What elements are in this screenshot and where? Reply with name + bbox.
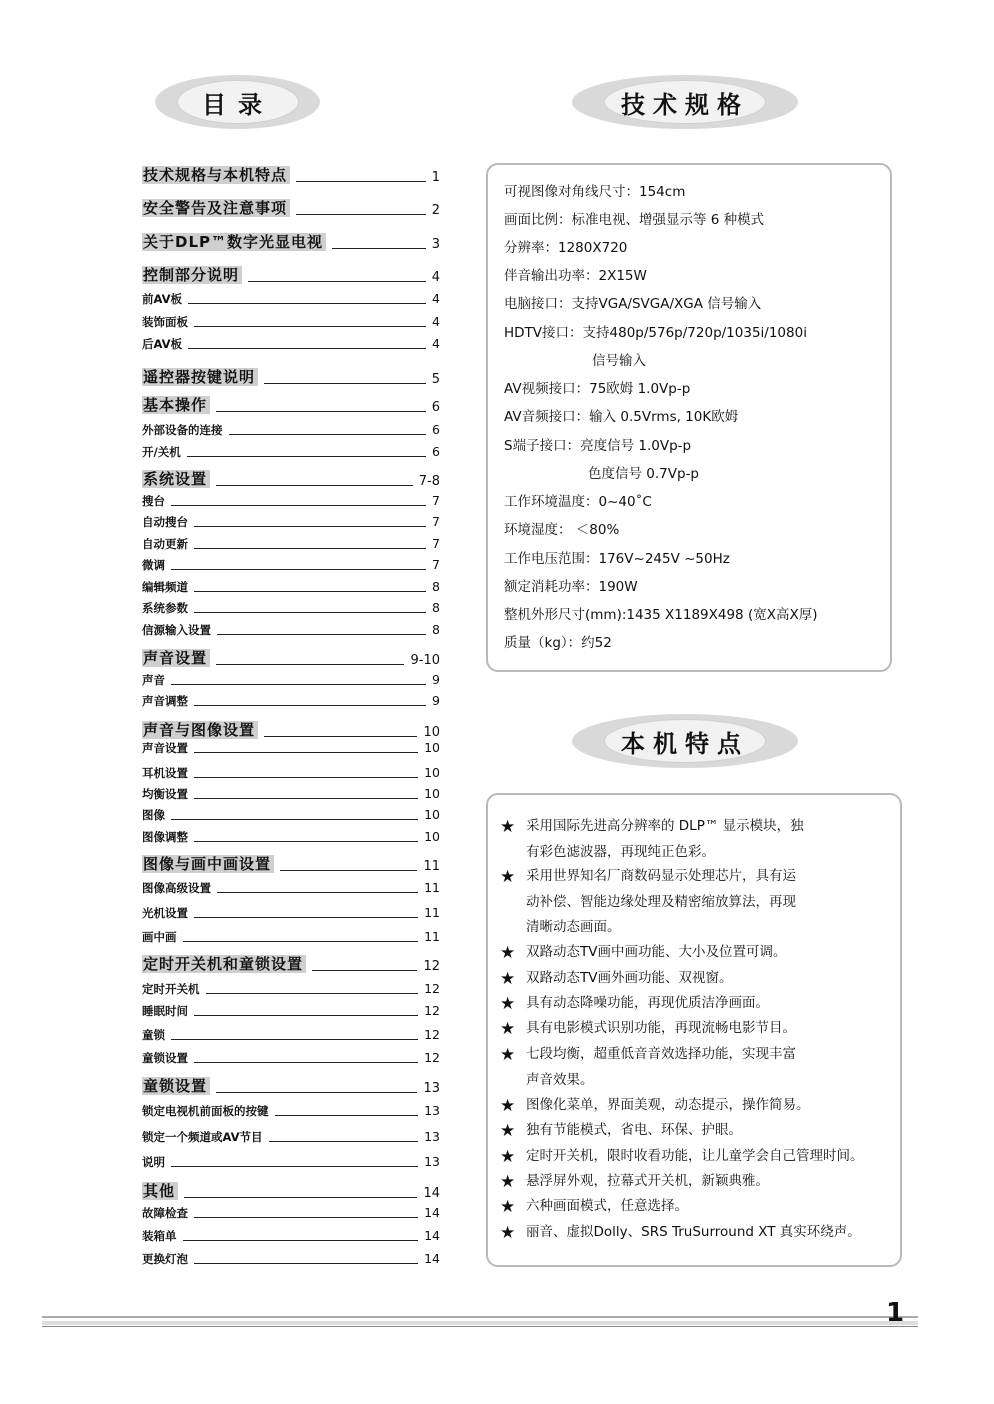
- toc-entry-title: 编辑频道: [142, 580, 188, 594]
- toc-entry-title: 其他: [142, 1182, 178, 1200]
- toc-entry: [142, 1052, 440, 1065]
- toc-leader-line: [194, 326, 426, 327]
- star-bullet-icon: ★: [500, 1096, 516, 1116]
- toc-leader-line: [264, 736, 417, 737]
- toc-entry-page: 10: [424, 740, 440, 755]
- toc-entry-page: 7: [432, 514, 440, 529]
- toc-entry: [142, 931, 440, 944]
- toc-header-badge: [155, 75, 320, 129]
- toc-entry-page: 12: [424, 1003, 440, 1018]
- toc-entry-title: 装箱单: [142, 1229, 177, 1243]
- toc-entry-page: 6: [432, 422, 440, 437]
- toc-leader-line: [194, 841, 418, 842]
- toc-entry-title: 自动更新: [142, 537, 188, 551]
- toc-entry: [142, 266, 440, 284]
- toc-entry-page: 13: [423, 1081, 440, 1096]
- toc-entry-title: 图像与画中画设置: [142, 855, 274, 873]
- toc-leader-line: [171, 684, 426, 685]
- feature-text: 采用国际先进高分辨率的 DLP™ 显示模块，独: [526, 818, 804, 834]
- features-box: [486, 793, 902, 1267]
- toc-entry-page: 3: [431, 237, 440, 252]
- toc-entry: [142, 831, 440, 844]
- toc-leader-line: [184, 1197, 417, 1198]
- toc-entry-page: 4: [432, 291, 440, 306]
- star-bullet-icon: ★: [500, 1147, 516, 1167]
- spec-line: 质量（kg）：约52: [504, 635, 612, 651]
- toc-entry-title: 图像高级设置: [142, 881, 211, 895]
- toc-entry: [142, 166, 440, 184]
- toc-entry-title: 均衡设置: [142, 787, 188, 801]
- toc-leader-line: [216, 664, 404, 665]
- toc-entry: [142, 1005, 440, 1018]
- feature-item: [500, 817, 804, 837]
- toc-leader-line: [194, 526, 426, 527]
- toc-entry-title: 锁定一个频道或AV节目: [142, 1130, 263, 1144]
- toc-entry-title: 童锁设置: [142, 1077, 210, 1095]
- feature-text: 双路动态TV画中画功能、大小及位置可调。: [526, 944, 787, 960]
- toc-entry: [142, 649, 440, 667]
- star-bullet-icon: ★: [500, 1019, 516, 1039]
- toc-leader-line: [248, 281, 426, 282]
- toc-leader-line: [194, 1217, 418, 1218]
- toc-entry-title: 系统设置: [142, 470, 210, 488]
- toc-leader-line: [275, 1115, 419, 1116]
- toc-entry: [142, 788, 440, 801]
- toc-entry: [142, 424, 440, 437]
- toc-entry-title: 定时开关机和童锁设置: [142, 955, 306, 973]
- toc-leader-line: [188, 348, 426, 349]
- toc-leader-line: [194, 1015, 418, 1016]
- toc-entry-page: 6: [432, 444, 440, 459]
- toc-entry-title: 后AV板: [142, 337, 183, 351]
- toc-entry-page: 13: [424, 1129, 440, 1144]
- toc-leader-line: [280, 870, 417, 871]
- toc-entry-page: 2: [431, 203, 440, 218]
- toc-leader-line: [332, 248, 426, 249]
- toc-entry: [142, 516, 440, 529]
- toc-entry: [142, 1253, 440, 1266]
- toc-entry-page: 14: [424, 1251, 440, 1266]
- star-bullet-icon: ★: [500, 1172, 516, 1192]
- star-bullet-icon: ★: [500, 1045, 516, 1065]
- feature-text: 独有节能模式，省电、环保、护眼。: [526, 1122, 742, 1138]
- toc-entry: [142, 446, 440, 459]
- feature-text: 具有电影模式识别功能，再现流畅电影节目。: [526, 1020, 796, 1036]
- toc-entry-title: 睡眠时间: [142, 1004, 188, 1018]
- star-bullet-icon: ★: [500, 867, 516, 887]
- spec-line: 环境湿度： ＜80%: [504, 522, 620, 538]
- toc-entry: [142, 538, 440, 551]
- feature-text-continued: 清晰动态画面。: [526, 919, 621, 935]
- toc-leader-line: [171, 1039, 418, 1040]
- feature-text: 悬浮屏外观，拉幕式开关机，新颖典雅。: [526, 1173, 769, 1189]
- feature-item: [500, 1121, 742, 1141]
- toc-entry: [142, 338, 440, 351]
- star-bullet-icon: ★: [500, 969, 516, 989]
- toc-entry-title: 系统参数: [142, 601, 188, 615]
- toc-entry-title: 定时开关机: [142, 982, 200, 996]
- toc-entry-page: 10: [424, 786, 440, 801]
- toc-entry-page: 10: [424, 765, 440, 780]
- toc-entry-page: 12: [423, 959, 440, 974]
- toc-entry: [142, 1029, 440, 1042]
- toc-entry-page: 8: [432, 622, 440, 637]
- feature-item: [500, 943, 787, 963]
- spec-line: AV音频接口：输入 0.5Vrms, 10K欧姆: [504, 409, 739, 425]
- star-bullet-icon: ★: [500, 1197, 516, 1217]
- toc-entry-title: 自动搜台: [142, 515, 188, 529]
- toc-entry-page: 10: [424, 807, 440, 822]
- toc-entry: [142, 233, 440, 251]
- toc-leader-line: [171, 569, 426, 570]
- toc-entry-title: 装饰面板: [142, 315, 188, 329]
- toc-entry-title: 声音设置: [142, 649, 210, 667]
- star-bullet-icon: ★: [500, 817, 516, 837]
- toc-entry: [142, 767, 440, 780]
- star-bullet-icon: ★: [500, 1121, 516, 1141]
- toc-entry-title: 前AV板: [142, 292, 183, 306]
- toc-entry-page: 12: [424, 1050, 440, 1065]
- toc-entry: [142, 199, 440, 217]
- toc-entry-title: 童锁: [142, 1028, 165, 1042]
- toc-entry: [142, 809, 440, 822]
- toc-entry-page: 4: [432, 314, 440, 329]
- toc-entry-title: 画中画: [142, 930, 177, 944]
- features-header-title: 本机特点: [621, 729, 749, 758]
- spec-line: 电脑接口：支持VGA/SVGA/XGA 信号输入: [504, 296, 762, 312]
- spec-line: 额定消耗功率：190W: [504, 579, 638, 595]
- toc-entry-page: 11: [424, 905, 440, 920]
- toc-entry-title: 开/关机: [142, 445, 181, 459]
- toc-leader-line: [269, 1141, 419, 1142]
- toc-entry-page: 7: [432, 557, 440, 572]
- toc-leader-line: [171, 1166, 418, 1167]
- toc-entry: [142, 368, 440, 386]
- spec-line: 工作环境温度：0~40˚C: [504, 494, 652, 510]
- spec-line: HDTV接口：支持480p/576p/720p/1035i/1080i: [504, 325, 807, 341]
- toc-leader-line: [217, 892, 418, 893]
- spec-line: 工作电压范围：176V~245V ~50Hz: [504, 551, 730, 567]
- toc-entry: [142, 882, 440, 895]
- feature-text-continued: 动补偿、智能边缘处理及精密缩放算法，再现: [526, 893, 796, 910]
- toc-leader-line: [188, 303, 426, 304]
- toc-entry: [142, 742, 440, 755]
- toc-entry-page: 1: [431, 170, 440, 185]
- specs-box: [486, 163, 892, 672]
- spec-line: 分辨率：1280X720: [504, 240, 628, 256]
- toc-entry-page: 8: [432, 579, 440, 594]
- toc-leader-line: [171, 505, 426, 506]
- toc-leader-line: [216, 411, 426, 412]
- toc-entry-title: 微调: [142, 558, 165, 572]
- feature-text: 双路动态TV画外画功能、双视窗。: [526, 970, 733, 986]
- spec-line: 可视图像对角线尺寸：154cm: [504, 184, 686, 200]
- toc-entry: [142, 495, 440, 508]
- specs-header-title: 技术规格: [621, 90, 749, 119]
- feature-text: 七段均衡，超重低音音效选择功能，实现丰富: [526, 1046, 796, 1062]
- feature-text: 丽音、虚拟Dolly、SRS TruSurround XT 真实环绕声。: [526, 1224, 861, 1240]
- toc-entry-title: 搜台: [142, 494, 165, 508]
- toc-entry-page: 9: [432, 672, 440, 687]
- toc-entry-title: 安全警告及注意事项: [142, 199, 290, 217]
- toc-leader-line: [216, 1092, 417, 1093]
- toc-entry: [142, 1105, 440, 1118]
- feature-text: 采用世界知名厂商数码显示处理芯片，具有运: [526, 868, 796, 884]
- toc-entry-page: 12: [424, 1027, 440, 1042]
- feature-text: 定时开关机，限时收看功能，让儿童学会自己管理时间。: [526, 1148, 864, 1164]
- toc-entry-title: 说明: [142, 1155, 165, 1169]
- toc-entry-title: 声音与图像设置: [142, 721, 258, 739]
- toc-entry-page: 7: [432, 493, 440, 508]
- toc-entry-page: 7: [432, 536, 440, 551]
- toc-entry-title: 光机设置: [142, 906, 188, 920]
- feature-item: [500, 994, 769, 1014]
- toc-leader-line: [187, 456, 426, 457]
- toc-leader-line: [183, 1240, 419, 1241]
- toc-entry-title: 信源输入设置: [142, 623, 211, 637]
- toc-entry-title: 控制部分说明: [142, 266, 242, 284]
- toc-leader-line: [171, 819, 418, 820]
- toc-entry: [142, 1230, 440, 1243]
- toc-entry-page: 4: [432, 336, 440, 351]
- toc-leader-line: [183, 941, 419, 942]
- toc-entry-title: 关于DLP™数字光显电视: [142, 233, 326, 251]
- toc-entry: [142, 470, 440, 488]
- toc-entry-title: 外部设备的连接: [142, 423, 223, 437]
- feature-item: [500, 969, 733, 989]
- toc-entry-page: 9-10: [410, 653, 440, 668]
- toc-entry-title: 技术规格与本机特点: [142, 166, 290, 184]
- toc-entry-page: 9: [432, 693, 440, 708]
- toc-entry-page: 12: [424, 981, 440, 996]
- star-bullet-icon: ★: [500, 1223, 516, 1243]
- toc-entry-title: 锁定电视机前面板的按键: [142, 1104, 269, 1118]
- toc-entry-page: 13: [424, 1103, 440, 1118]
- spec-line: 信号输入: [592, 353, 646, 369]
- toc-entry-page: 4: [431, 270, 440, 285]
- feature-text: 图像化菜单，界面美观，动态提示，操作简易。: [526, 1097, 810, 1113]
- feature-item: [500, 1223, 861, 1243]
- spec-line: S端子接口：亮度信号 1.0Vp-p: [504, 438, 692, 454]
- toc-entry: [142, 855, 440, 873]
- toc-leader-line: [194, 777, 418, 778]
- toc-entry: [142, 721, 440, 739]
- toc-entry-page: 10: [424, 829, 440, 844]
- toc-entry: [142, 695, 440, 708]
- feature-item: [500, 1172, 769, 1192]
- toc-entry-title: 遥控器按键说明: [142, 368, 258, 386]
- toc-leader-line: [194, 612, 426, 613]
- toc-leader-line: [217, 634, 426, 635]
- feature-text-continued: 有彩色滤波器，再现纯正色彩。: [526, 843, 715, 860]
- feature-item: [500, 1045, 796, 1065]
- toc-entry: [142, 907, 440, 920]
- toc-entry: [142, 674, 440, 687]
- feature-text-continued: 声音效果。: [526, 1071, 594, 1088]
- spec-line: 色度信号 0.7Vp-p: [588, 466, 700, 482]
- page-number: 1: [886, 1298, 905, 1328]
- spec-line: AV视频接口：75欧姆 1.0Vp-p: [504, 381, 691, 397]
- toc-entry-title: 耳机设置: [142, 766, 188, 780]
- toc-leader-line: [194, 798, 418, 799]
- spec-line: 画面比例：标准电视、增强显示等 6 种模式: [504, 212, 765, 228]
- toc-entry-title: 图像: [142, 808, 165, 822]
- toc-entry: [142, 1182, 440, 1200]
- footer-rule-light: [42, 1321, 918, 1325]
- toc-entry: [142, 293, 440, 306]
- toc-entry-page: 13: [424, 1154, 440, 1169]
- toc-entry-title: 基本操作: [142, 396, 210, 414]
- toc-entry-page: 14: [423, 1186, 440, 1201]
- toc-leader-line: [296, 181, 426, 182]
- toc-entry: [142, 1077, 440, 1095]
- toc-leader-line: [194, 1062, 418, 1063]
- toc-entry-title: 声音: [142, 673, 165, 687]
- toc-entry: [142, 1207, 440, 1220]
- toc-leader-line: [194, 548, 426, 549]
- toc-entry: [142, 955, 440, 973]
- toc-header-title: 目录: [202, 90, 274, 119]
- footer-rule-dark: [42, 1326, 918, 1327]
- star-bullet-icon: ★: [500, 994, 516, 1014]
- footer-rule: [42, 1316, 918, 1318]
- feature-item: [500, 867, 796, 887]
- toc-entry: [142, 602, 440, 615]
- feature-item: [500, 1019, 796, 1039]
- toc-entry: [142, 624, 440, 637]
- toc-entry-page: 5: [431, 372, 440, 387]
- toc-entry-page: 7-8: [418, 474, 440, 489]
- feature-text: 具有动态降噪功能，再现优质洁净画面。: [526, 995, 769, 1011]
- toc-entry-title: 声音调整: [142, 694, 188, 708]
- toc-entry-page: 14: [424, 1228, 440, 1243]
- toc-entry: [142, 581, 440, 594]
- toc-entry-page: 14: [424, 1205, 440, 1220]
- specs-header-badge: [572, 75, 798, 129]
- toc-entry-page: 8: [432, 600, 440, 615]
- feature-text: 六种画面模式，任意选择。: [526, 1198, 688, 1214]
- toc-leader-line: [264, 383, 426, 384]
- feature-item: [500, 1147, 864, 1167]
- toc-entry: [142, 559, 440, 572]
- toc-entry-title: 更换灯泡: [142, 1252, 188, 1266]
- toc-leader-line: [194, 752, 418, 753]
- features-header-badge: [572, 714, 798, 768]
- toc-entry: [142, 1131, 440, 1144]
- toc-leader-line: [312, 970, 417, 971]
- toc-entry-page: 11: [424, 929, 440, 944]
- toc-entry: [142, 983, 440, 996]
- spec-line: 整机外形尺寸(mm):1435 X1189X498 (宽X高X厚): [504, 607, 818, 623]
- toc-entry-title: 声音设置: [142, 741, 188, 755]
- toc-entry: [142, 316, 440, 329]
- toc-leader-line: [194, 591, 426, 592]
- toc-leader-line: [229, 434, 427, 435]
- spec-line: 伴音输出功率：2X15W: [504, 268, 647, 284]
- toc-leader-line: [296, 214, 426, 215]
- toc-entry-page: 11: [423, 859, 440, 874]
- toc-entry-title: 图像调整: [142, 830, 188, 844]
- toc-entry-title: 故障检查: [142, 1206, 188, 1220]
- toc-entry-page: 11: [424, 880, 440, 895]
- toc-leader-line: [194, 705, 426, 706]
- feature-item: [500, 1197, 688, 1217]
- toc-entry: [142, 1156, 440, 1169]
- toc-entry: [142, 396, 440, 414]
- toc-entry-page: 10: [423, 725, 440, 740]
- toc-entry-page: 6: [431, 400, 440, 415]
- star-bullet-icon: ★: [500, 943, 516, 963]
- toc-entry-title: 童锁设置: [142, 1051, 188, 1065]
- toc-leader-line: [194, 917, 418, 918]
- toc-leader-line: [194, 1263, 418, 1264]
- toc-leader-line: [216, 485, 413, 486]
- toc-leader-line: [206, 993, 419, 994]
- feature-item: [500, 1096, 810, 1116]
